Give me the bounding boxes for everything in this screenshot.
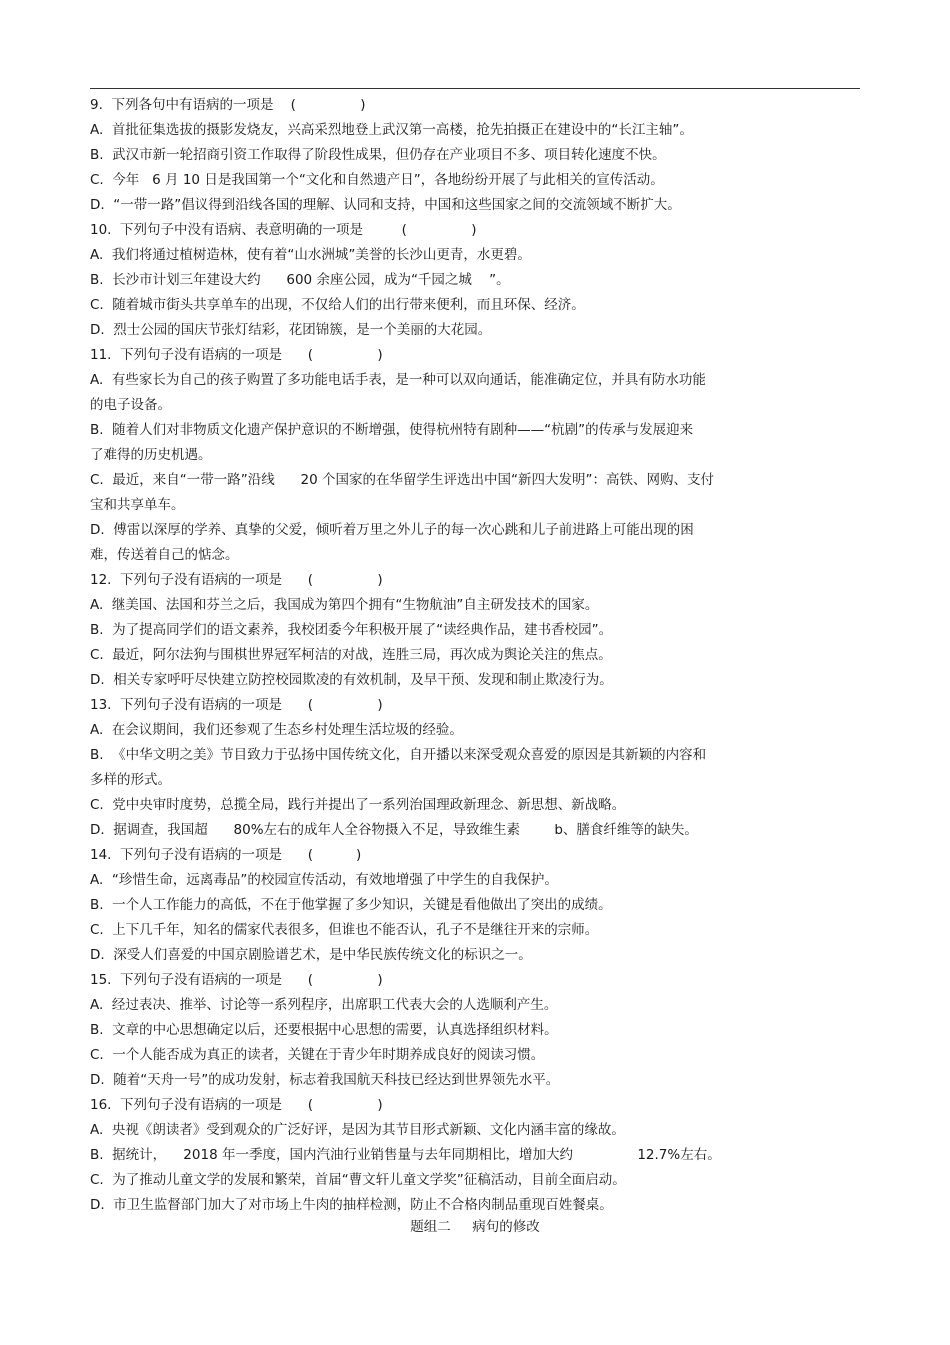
text-line: A. 我们将通过植树造林，使有着“山水洲城”美誉的长沙山更青，水更碧。 bbox=[90, 247, 531, 263]
text-line: D. 市卫生监督部门加大了对市场上牛肉的抽样检测，防止不合格肉制品重现百姓餐桌。 bbox=[90, 1197, 613, 1213]
text-line: 13. 下列句子没有语病的一项是 ( ) bbox=[90, 697, 383, 713]
text-line: D. 据调查，我国超 80%左右的成年人全谷物摄入不足，导致维生素 b、膳食纤维等的缺失。 bbox=[90, 822, 698, 838]
text-line: 11. 下列句子没有语病的一项是 ( ) bbox=[90, 347, 383, 363]
text-line: B. 长沙市计划三年建设大约 600 余座公园，成为“千园之城 ”。 bbox=[90, 272, 510, 288]
text-line: C. 党中央审时度势，总揽全局，践行并提出了一系列治国理政新理念、新思想、新战略。 bbox=[90, 797, 626, 813]
text-line: 9. 下列各句中有语病的一项是 ( ) bbox=[90, 97, 366, 113]
text-line: 了难得的历史机遇。 bbox=[90, 447, 212, 463]
text-line: D. 相关专家呼吁尽快建立防控校园欺凌的有效机制，及早干预、发现和制止欺凌行为。 bbox=[90, 672, 613, 688]
text-line: C. 最近，来自“一带一路”沿线 20 个国家的在华留学生评选出中国“新四大发明”：高铁、网购、支付 bbox=[90, 472, 714, 488]
text-line: B. 武汉市新一轮招商引资工作取得了阶段性成果，但仍存在产业项目不多、项目转化速度不快。 bbox=[90, 147, 666, 163]
section-title: 题组二 病句的修改 bbox=[410, 1219, 540, 1235]
text-line: D. 深受人们喜爱的中国京剧脸谱艺术，是中华民族传统文化的标识之一。 bbox=[90, 947, 532, 963]
text-line: D. 随着“天舟一号”的成功发射，标志着我国航天科技已经达到世界领先水平。 bbox=[90, 1072, 560, 1088]
text-line: A. 经过表决、推举、讨论等一系列程序，出席职工代表大会的人选顺利产生。 bbox=[90, 997, 558, 1013]
text-line: B. 一个人工作能力的高低，不在于他掌握了多少知识，关键是看他做出了突出的成绩。 bbox=[90, 897, 612, 913]
text-line: B. 据统计， 2018 年一季度，国内汽油行业销售量与去年同期相比，增加大约 12.7%左右。 bbox=[90, 1147, 721, 1163]
text-line: C. 上下几千年，知名的儒家代表很多，但谁也不能否认，孔子不是继往开来的宗师。 bbox=[90, 922, 599, 938]
text-line: B. 为了提高同学们的语文素养，我校团委今年积极开展了“读经典作品，建书香校园”。 bbox=[90, 622, 613, 638]
text-line: 10. 下列句子中没有语病、表意明确的一项是 ( ) bbox=[90, 222, 477, 238]
header-rule bbox=[90, 88, 860, 89]
text-line: A. 继美国、法国和芬兰之后，我国成为第四个拥有“生物航油”自主研发技术的国家。 bbox=[90, 597, 599, 613]
text-line: 16. 下列句子没有语病的一项是 ( ) bbox=[90, 1097, 383, 1113]
text-line: B. 随着人们对非物质文化遗产保护意识的不断增强，使得杭州特有剧种——“杭剧”的传承与发展迎来 bbox=[90, 422, 694, 438]
text-line: A. 有些家长为自己的孩子购置了多功能电话手表，是一种可以双向通话，能准确定位，并具有防水功能 bbox=[90, 372, 706, 388]
text-line: B. 《中华文明之美》节目致力于弘扬中国传统文化，自开播以来深受观众喜爱的原因是其新颖的内容和 bbox=[90, 747, 707, 763]
text-line: 宝和共享单车。 bbox=[90, 497, 185, 513]
text-line: 14. 下列句子没有语病的一项是 ( ) bbox=[90, 847, 362, 863]
text-line: A. 首批征集选拔的摄影发烧友，兴高采烈地登上武汉第一高楼，抢先拍摄正在建设中的“长江主轴”。 bbox=[90, 122, 693, 138]
text-line: C. 今年 6 月 10 日是我国第一个“文化和自然遗产日”，各地纷纷开展了与此相关的宣传活动。 bbox=[90, 172, 664, 188]
text-line: 12. 下列句子没有语病的一项是 ( ) bbox=[90, 572, 383, 588]
question-list bbox=[90, 93, 860, 1218]
text-line: C. 最近，阿尔法狗与围棋世界冠军柯洁的对战，连胜三局，再次成为舆论关注的焦点。 bbox=[90, 647, 612, 663]
text-line: 15. 下列句子没有语病的一项是 ( ) bbox=[90, 972, 383, 988]
text-line: C. 一个人能否成为真正的读者，关键在于青少年时期养成良好的阅读习惯。 bbox=[90, 1047, 545, 1063]
text-line: A. 央视《朗读者》受到观众的广泛好评，是因为其节目形式新颖、文化内涵丰富的缘故。 bbox=[90, 1122, 625, 1138]
text-line: 难，传送着自己的惦念。 bbox=[90, 547, 239, 563]
text-line: A. 在会议期间，我们还参观了生态乡村处理生活垃圾的经验。 bbox=[90, 722, 463, 738]
text-line: 多样的形式。 bbox=[90, 772, 171, 788]
text-line: C. 为了推动儿童文学的发展和繁荣，首届“曹文轩儿童文学奖”征稿活动，目前全面启动。 bbox=[90, 1172, 626, 1188]
text-line: D. “一带一路”倡议得到沿线各国的理解、认同和支持，中国和这些国家之间的交流领域不断扩大。 bbox=[90, 197, 681, 213]
text-line: B. 文章的中心思想确定以后，还要根据中心思想的需要，认真选择组织材料。 bbox=[90, 1022, 558, 1038]
text-line: A. “珍惜生命，远离毒品”的校园宣传活动，有效地增强了中学生的自我保护。 bbox=[90, 872, 558, 888]
text-line: 的电子设备。 bbox=[90, 397, 171, 413]
text-line: D. 傅雷以深厚的学养、真挚的父爱，倾听着万里之外儿子的每一次心跳和儿子前进路上可能出现的困 bbox=[90, 522, 694, 538]
text-line: C. 随着城市街头共享单车的出现，不仅给人们的出行带来便利，而且环保、经济。 bbox=[90, 297, 585, 313]
text-line: D. 烈士公园的国庆节张灯结彩，花团锦簇，是一个美丽的大花园。 bbox=[90, 322, 492, 338]
